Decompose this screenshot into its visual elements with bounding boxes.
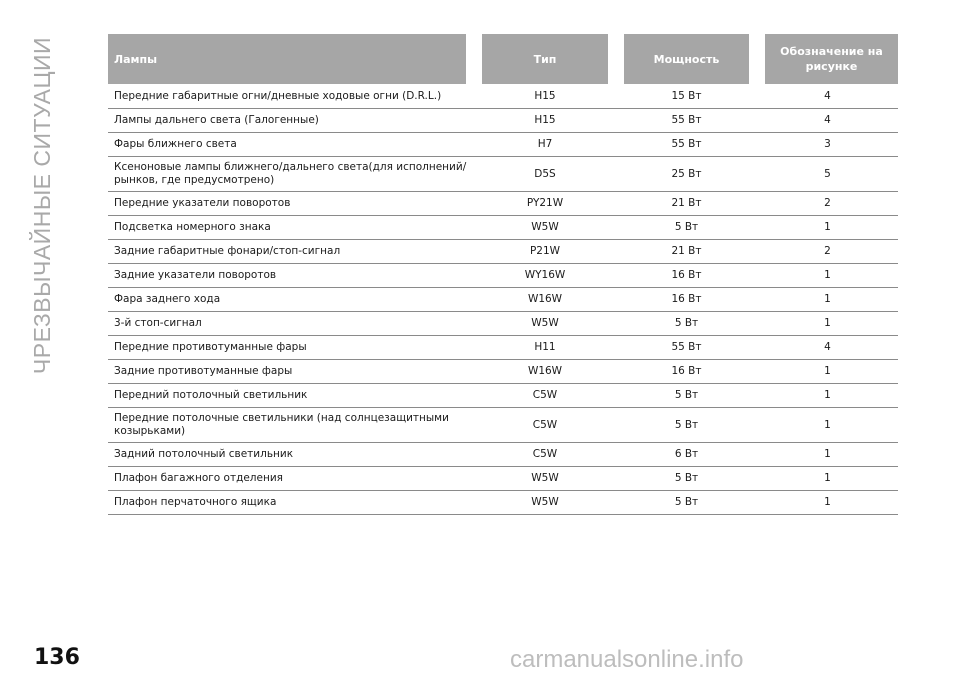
table-row [108, 157, 898, 192]
cell-type: H15 [474, 109, 616, 133]
header-type: Тип [474, 34, 616, 84]
cell-lamp: Передние указатели поворотов [108, 192, 474, 216]
lamps-table [108, 34, 898, 515]
header-lamps: Лампы [108, 34, 474, 84]
cell-lamp: Лампы дальнего света (Галогенные) [108, 109, 474, 133]
cell-type: D5S [474, 157, 616, 192]
table-row [108, 84, 898, 109]
cell-figure-ref: 1 [757, 288, 898, 312]
cell-lamp: Передние габаритные огни/дневные ходовые огни (D.R.L.) [108, 84, 474, 109]
table-row [108, 360, 898, 384]
header-figure-ref: Обозначение на рисунке [757, 34, 898, 84]
cell-power: 6 Вт [616, 443, 757, 467]
cell-figure-ref: 4 [757, 336, 898, 360]
cell-type: W16W [474, 288, 616, 312]
table-header-row [108, 34, 898, 84]
table-row [108, 384, 898, 408]
table-row [108, 336, 898, 360]
cell-figure-ref: 4 [757, 109, 898, 133]
cell-lamp: Плафон багажного отделения [108, 467, 474, 491]
cell-lamp: Передний потолочный светильник [108, 384, 474, 408]
cell-type: H7 [474, 133, 616, 157]
table-row [108, 467, 898, 491]
cell-type: W5W [474, 491, 616, 515]
cell-type: W16W [474, 360, 616, 384]
watermark: carmanualsonline.info [510, 646, 744, 673]
cell-lamp: Задние противотуманные фары [108, 360, 474, 384]
cell-lamp: 3-й стоп-сигнал [108, 312, 474, 336]
cell-power: 5 Вт [616, 384, 757, 408]
table-row [108, 109, 898, 133]
cell-power: 16 Вт [616, 360, 757, 384]
cell-power: 5 Вт [616, 408, 757, 443]
cell-type: H15 [474, 84, 616, 109]
cell-power: 21 Вт [616, 240, 757, 264]
cell-lamp: Передние потолочные светильники (над солнцезащитными козырьками) [108, 408, 474, 443]
cell-figure-ref: 3 [757, 133, 898, 157]
cell-power: 21 Вт [616, 192, 757, 216]
cell-figure-ref: 4 [757, 84, 898, 109]
cell-power: 5 Вт [616, 312, 757, 336]
cell-type: C5W [474, 408, 616, 443]
cell-figure-ref: 1 [757, 216, 898, 240]
cell-type: C5W [474, 384, 616, 408]
table-row [108, 240, 898, 264]
cell-lamp: Плафон перчаточного ящика [108, 491, 474, 515]
cell-figure-ref: 1 [757, 443, 898, 467]
table-row [108, 408, 898, 443]
cell-figure-ref: 1 [757, 360, 898, 384]
section-side-title-text: ЧРЕЗВЫЧАЙНЫЕ СИТУАЦИИ [29, 36, 56, 374]
cell-power: 5 Вт [616, 491, 757, 515]
cell-lamp: Фара заднего хода [108, 288, 474, 312]
cell-lamp: Передние противотуманные фары [108, 336, 474, 360]
cell-power: 55 Вт [616, 336, 757, 360]
cell-type: PY21W [474, 192, 616, 216]
cell-power: 16 Вт [616, 288, 757, 312]
table-row [108, 312, 898, 336]
cell-type: C5W [474, 443, 616, 467]
cell-lamp: Фары ближнего света [108, 133, 474, 157]
table-row [108, 192, 898, 216]
cell-figure-ref: 2 [757, 240, 898, 264]
cell-power: 5 Вт [616, 216, 757, 240]
table-row [108, 288, 898, 312]
table-row [108, 491, 898, 515]
cell-type: H11 [474, 336, 616, 360]
cell-type: WY16W [474, 264, 616, 288]
cell-figure-ref: 1 [757, 491, 898, 515]
cell-type: W5W [474, 467, 616, 491]
page-number: 136 [34, 645, 80, 670]
cell-type: W5W [474, 312, 616, 336]
table-row [108, 443, 898, 467]
cell-figure-ref: 1 [757, 384, 898, 408]
cell-power: 15 Вт [616, 84, 757, 109]
cell-figure-ref: 2 [757, 192, 898, 216]
cell-lamp: Задние указатели поворотов [108, 264, 474, 288]
cell-figure-ref: 1 [757, 312, 898, 336]
cell-power: 55 Вт [616, 133, 757, 157]
cell-type: P21W [474, 240, 616, 264]
cell-figure-ref: 5 [757, 157, 898, 192]
cell-lamp: Задние габаритные фонари/стоп-сигнал [108, 240, 474, 264]
cell-lamp: Ксеноновые лампы ближнего/дальнего света(для исполнений/рынков, где предусмотрено) [108, 157, 474, 192]
cell-power: 5 Вт [616, 467, 757, 491]
cell-lamp: Подсветка номерного знака [108, 216, 474, 240]
header-power: Мощность [616, 34, 757, 84]
cell-figure-ref: 1 [757, 408, 898, 443]
cell-lamp: Задний потолочный светильник [108, 443, 474, 467]
cell-power: 16 Вт [616, 264, 757, 288]
table-row [108, 264, 898, 288]
cell-power: 25 Вт [616, 157, 757, 192]
cell-type: W5W [474, 216, 616, 240]
table-row [108, 133, 898, 157]
cell-power: 55 Вт [616, 109, 757, 133]
cell-figure-ref: 1 [757, 264, 898, 288]
section-side-title [18, 30, 68, 380]
table-row [108, 216, 898, 240]
cell-figure-ref: 1 [757, 467, 898, 491]
